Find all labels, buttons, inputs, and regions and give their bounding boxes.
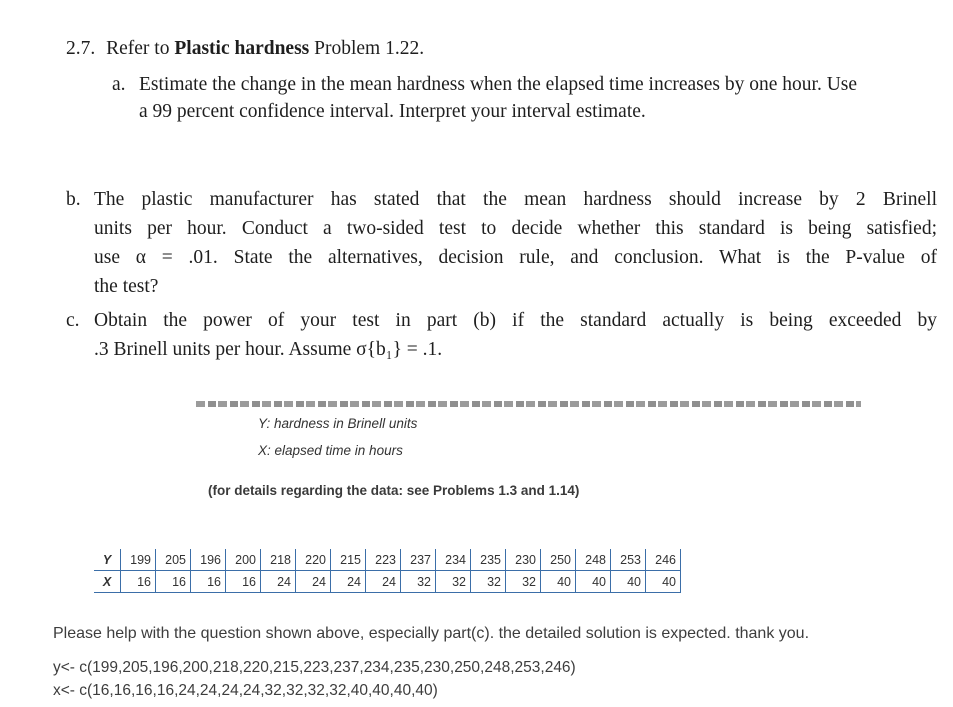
data-table [94,549,681,593]
table-cell: 16 [121,571,156,593]
x-vector-code: x<- c(16,16,16,16,24,24,24,24,32,32,32,32,40,40,40,40) [53,682,438,699]
table-cell: 248 [576,549,611,571]
table-cell: 16 [156,571,191,593]
table-cell: 24 [261,571,296,593]
table-row-y [94,549,681,571]
table-cell: 218 [261,549,296,571]
y-row-label: Y [94,549,121,571]
table-cell: 40 [611,571,646,593]
data-details: (for details regarding the data: see Problems 1.3 and 1.14) [208,483,580,498]
table-cell: 237 [401,549,436,571]
table-row-x [94,571,681,593]
part-b-label: b. [66,189,81,210]
y-vector-code: y<- c(199,205,196,200,218,220,215,223,237,234,235,230,250,248,253,246) [53,659,576,676]
intro-prefix: Refer to [106,38,175,59]
part-c-label: c. [66,310,80,331]
help-request-text: Please help with the question shown above, especially part(c). the detailed solution is expected. thank you. [53,625,810,642]
part-a-line-2: a 99 percent confidence interval. Interpret your interval estimate. [139,101,646,122]
table-cell: 199 [121,549,156,571]
intro-suffix: Problem 1.22. [309,38,425,59]
problem-number: 2.7. [66,38,96,59]
table-cell: 40 [646,571,681,593]
x-description: X: elapsed time in hours [258,443,403,458]
table-cell: 205 [156,549,191,571]
table-cell: 32 [436,571,471,593]
table-cell: 24 [296,571,331,593]
part-c-line-1: Obtain the power of your test in part (b) if the standard actually is being exceeded by [94,310,937,331]
part-b-line-1: The plastic manufacturer has stated that the mean hardness should increase by 2 Brinell [94,189,937,210]
x-row-label: X [94,571,121,593]
table-cell: 16 [191,571,226,593]
table-cell: 223 [366,549,401,571]
y-description: Y: hardness in Brinell units [258,416,418,431]
problem-header [66,38,424,60]
part-a-label: a. [112,74,126,95]
intro-bold: Plastic hardness [174,38,310,59]
part-b-line-2: units per hour. Conduct a two-sided test to decide whether this standard is being satisfied; [94,218,937,239]
table-cell: 32 [401,571,436,593]
table-cell: 32 [506,571,541,593]
table-cell: 215 [331,549,366,571]
table-cell: 235 [471,549,506,571]
table-cell: 24 [331,571,366,593]
cropped-text-edge [196,401,861,407]
table-cell: 32 [471,571,506,593]
table-cell: 40 [541,571,576,593]
table-cell: 200 [226,549,261,571]
part-a-line-1: Estimate the change in the mean hardness when the elapsed time increases by one hour. Use [139,74,858,95]
table-cell: 253 [611,549,646,571]
part-b-line-3: use α = .01. State the alternatives, decision rule, and conclusion. What is the P-value of [94,247,937,268]
table-cell: 250 [541,549,576,571]
table-cell: 234 [436,549,471,571]
table-cell: 230 [506,549,541,571]
table-cell: 24 [366,571,401,593]
table-cell: 40 [576,571,611,593]
table-cell: 196 [191,549,226,571]
part-b-line-4: the test? [94,276,159,297]
table-cell: 246 [646,549,681,571]
table-cell: 16 [226,571,261,593]
part-c-line-2: .3 Brinell units per hour. Assume σ{b₁} = .1. [94,339,443,360]
table-cell: 220 [296,549,331,571]
